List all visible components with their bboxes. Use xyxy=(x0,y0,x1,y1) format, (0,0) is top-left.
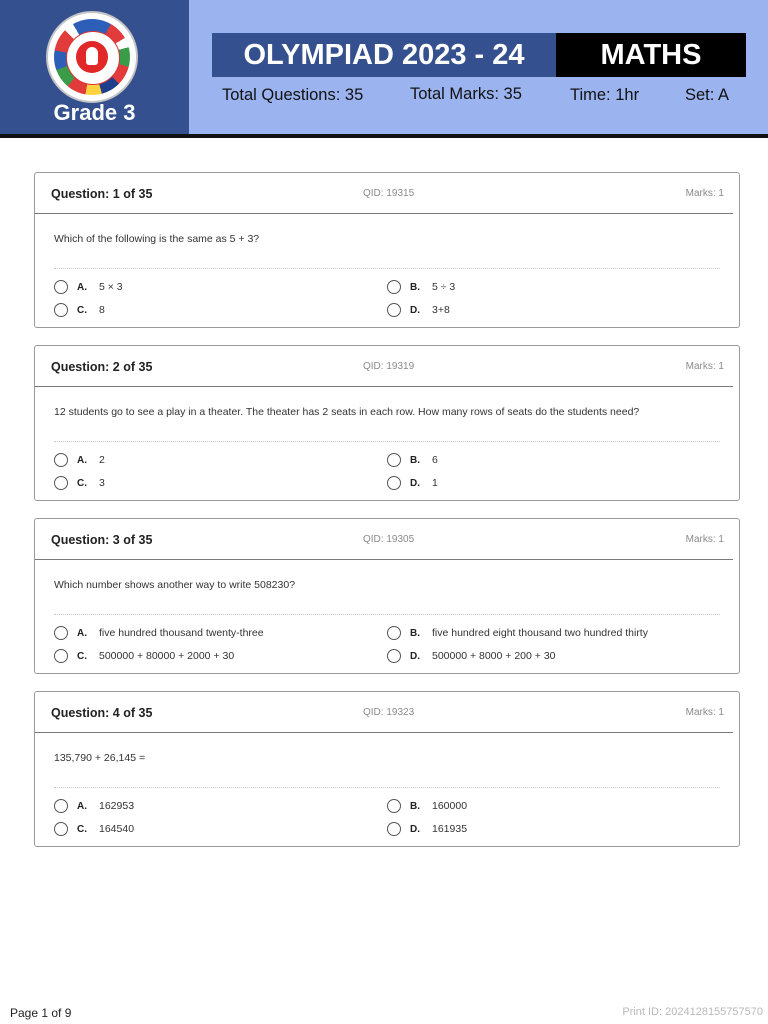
radio-button-icon[interactable] xyxy=(54,822,68,836)
option-text: 161935 xyxy=(432,823,468,835)
question-text: Which number shows another way to write 508230? xyxy=(54,579,296,591)
page-header xyxy=(0,0,768,134)
option-d[interactable] xyxy=(387,647,556,665)
question-text: 135,790 + 26,145 = xyxy=(54,752,146,764)
option-text: 160000 xyxy=(432,800,468,812)
grade-label: Grade 3 xyxy=(53,100,136,125)
option-c[interactable] xyxy=(54,820,134,838)
option-text: 164540 xyxy=(99,823,135,835)
option-d[interactable] xyxy=(387,820,467,838)
option-c[interactable] xyxy=(54,474,105,492)
radio-button-icon[interactable] xyxy=(54,476,68,490)
question-header xyxy=(35,692,739,732)
option-d[interactable] xyxy=(387,474,438,492)
page-number: Page 1 of 9 xyxy=(10,1006,72,1020)
radio-button-icon[interactable] xyxy=(387,799,401,813)
option-letter: C. xyxy=(77,650,87,662)
option-text: 500000 + 80000 + 2000 + 30 xyxy=(99,650,235,662)
option-text: five hundred thousand twenty-three xyxy=(99,627,264,639)
radio-button-icon[interactable] xyxy=(387,822,401,836)
option-a[interactable] xyxy=(54,278,123,296)
question-id: QID: 19315 xyxy=(363,188,415,199)
question-number: Question: 3 of 35 xyxy=(51,533,153,547)
option-letter: D. xyxy=(410,650,420,662)
question-header xyxy=(35,519,739,559)
option-c[interactable] xyxy=(54,301,105,319)
option-a[interactable] xyxy=(54,624,264,642)
option-text: 3 xyxy=(99,477,105,489)
question-marks: Marks: 1 xyxy=(685,707,724,718)
radio-button-icon[interactable] xyxy=(387,303,401,317)
option-letter: C. xyxy=(77,823,87,835)
option-text: 8 xyxy=(99,304,105,316)
option-letter: B. xyxy=(410,627,420,639)
exam-set: Set: A xyxy=(685,86,730,104)
grade-panel xyxy=(0,0,189,134)
option-letter: B. xyxy=(410,800,420,812)
header-divider xyxy=(0,134,768,138)
dotted-separator xyxy=(54,268,720,269)
total-questions: Total Questions: 35 xyxy=(222,86,364,104)
question-header xyxy=(35,346,739,386)
option-letter: C. xyxy=(77,477,87,489)
option-text: 6 xyxy=(432,454,438,466)
option-letter: A. xyxy=(77,454,87,466)
dotted-separator xyxy=(54,787,720,788)
option-text: five hundred eight thousand two hundred thirty xyxy=(432,627,648,639)
question-text: Which of the following is the same as 5 + 3? xyxy=(54,233,260,245)
question-number: Question: 2 of 35 xyxy=(51,360,153,374)
radio-button-icon[interactable] xyxy=(54,303,68,317)
option-text: 1 xyxy=(432,477,438,489)
question-card xyxy=(34,345,740,501)
radio-button-icon[interactable] xyxy=(387,626,401,640)
question-card xyxy=(34,518,740,674)
option-text: 3+8 xyxy=(432,304,450,316)
print-id: Print ID: 2024128155757570 xyxy=(622,1006,763,1018)
option-d[interactable] xyxy=(387,301,450,319)
option-letter: A. xyxy=(77,627,87,639)
radio-button-icon[interactable] xyxy=(387,453,401,467)
radio-button-icon[interactable] xyxy=(54,453,68,467)
subject-label: MATHS xyxy=(556,33,746,77)
question-id: QID: 19319 xyxy=(363,361,415,372)
question-text: 12 students go to see a play in a theater. The theater has 2 seats in each row. How many rows of seats do the students need? xyxy=(54,406,640,418)
option-b[interactable] xyxy=(387,797,467,815)
option-letter: D. xyxy=(410,477,420,489)
question-marks: Marks: 1 xyxy=(685,534,724,545)
option-text: 5 ÷ 3 xyxy=(432,281,456,293)
radio-button-icon[interactable] xyxy=(54,799,68,813)
dotted-separator xyxy=(54,441,720,442)
question-divider xyxy=(35,386,733,387)
question-card xyxy=(34,172,740,328)
option-text: 500000 + 8000 + 200 + 30 xyxy=(432,650,556,662)
option-a[interactable] xyxy=(54,797,134,815)
total-marks: Total Marks: 35 xyxy=(410,85,522,103)
option-a[interactable] xyxy=(54,451,105,469)
question-card xyxy=(34,691,740,847)
option-letter: B. xyxy=(410,281,420,293)
option-letter: C. xyxy=(77,304,87,316)
question-number: Question: 4 of 35 xyxy=(51,706,153,720)
question-id: QID: 19323 xyxy=(363,707,415,718)
school-olympiad-logo-icon xyxy=(46,11,138,103)
radio-button-icon[interactable] xyxy=(54,626,68,640)
question-id: QID: 19305 xyxy=(363,534,415,545)
option-letter: D. xyxy=(410,823,420,835)
radio-button-icon[interactable] xyxy=(387,476,401,490)
question-marks: Marks: 1 xyxy=(685,188,724,199)
dotted-separator xyxy=(54,614,720,615)
question-divider xyxy=(35,732,733,733)
exam-time: Time: 1hr xyxy=(570,86,640,104)
option-text: 162953 xyxy=(99,800,135,812)
option-b[interactable] xyxy=(387,278,455,296)
question-header xyxy=(35,173,739,213)
option-letter: A. xyxy=(77,800,87,812)
question-number: Question: 1 of 35 xyxy=(51,187,153,201)
option-b[interactable] xyxy=(387,451,438,469)
question-marks: Marks: 1 xyxy=(685,361,724,372)
option-text: 5 × 3 xyxy=(99,281,123,293)
option-letter: A. xyxy=(77,281,87,293)
option-c[interactable] xyxy=(54,647,234,665)
radio-button-icon[interactable] xyxy=(387,280,401,294)
radio-button-icon[interactable] xyxy=(54,649,68,663)
option-text: 2 xyxy=(99,454,105,466)
question-divider xyxy=(35,213,733,214)
option-letter: D. xyxy=(410,304,420,316)
radio-button-icon[interactable] xyxy=(54,280,68,294)
radio-button-icon[interactable] xyxy=(387,649,401,663)
option-b[interactable] xyxy=(387,624,648,642)
exam-title: OLYMPIAD 2023 - 24 xyxy=(212,33,556,77)
question-divider xyxy=(35,559,733,560)
option-letter: B. xyxy=(410,454,420,466)
